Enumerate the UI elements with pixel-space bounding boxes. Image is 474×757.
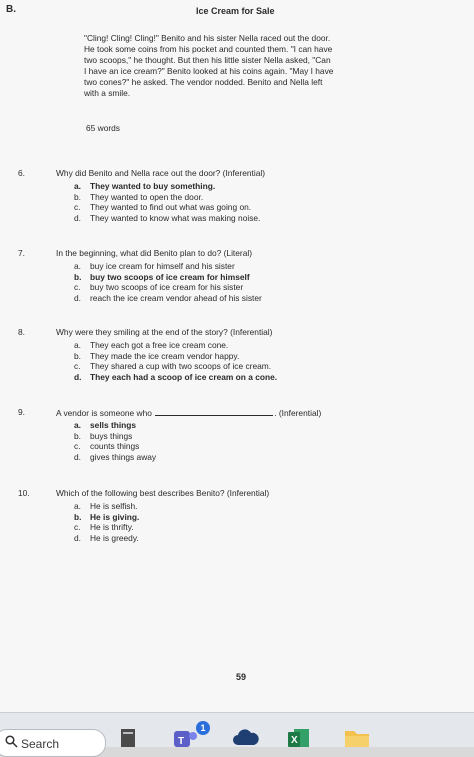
question-text xyxy=(56,407,321,418)
question-number: 10. xyxy=(18,488,30,498)
option-text: counts things xyxy=(90,441,140,451)
search-label: Search xyxy=(21,737,60,751)
option-letter: a. xyxy=(74,181,81,191)
answer-option xyxy=(74,512,139,523)
folder-icon[interactable] xyxy=(344,727,370,752)
passage-line: I have an ice cream?" Benito looked at his coins again. "May I have xyxy=(84,66,334,76)
question-number: 6. xyxy=(18,168,25,178)
answer-blank xyxy=(155,407,273,416)
page-title: Ice Cream for Sale xyxy=(196,6,275,16)
file-icon[interactable] xyxy=(118,727,138,752)
option-letter: d. xyxy=(74,451,81,462)
option-letter: a. xyxy=(74,420,81,430)
question-number: 8. xyxy=(18,327,25,337)
page-number: 59 xyxy=(236,672,247,682)
option-text: They wanted to open the door. xyxy=(90,191,204,202)
option-letter: a. xyxy=(74,340,81,350)
option-text: gives things away xyxy=(90,451,157,462)
option-letter: d. xyxy=(74,212,81,223)
passage-line: "Cling! Cling! Cling!" Benito and his sister Nella raced out the door. xyxy=(84,33,331,43)
answer-option xyxy=(74,181,260,192)
answer-option xyxy=(74,272,262,283)
option-text: They made the ice cream vendor happy. xyxy=(90,350,240,361)
answer-option xyxy=(74,351,277,362)
option-letter: c. xyxy=(74,441,81,451)
taskbar-search[interactable] xyxy=(0,729,106,757)
answer-option xyxy=(74,340,277,351)
question-text: Which of the following best describes Benito? (Inferential) xyxy=(56,488,270,498)
answer-options xyxy=(74,181,260,223)
answer-option xyxy=(74,202,260,213)
answer-options xyxy=(74,501,139,543)
option-letter: d. xyxy=(74,532,81,543)
teams-icon[interactable] xyxy=(172,727,198,752)
option-letter: c. xyxy=(74,522,81,532)
passage-line: two cones?" he asked. The vendor nodded. Benito and Nella left xyxy=(84,77,323,87)
option-letter: c. xyxy=(74,282,81,292)
option-letter: a. xyxy=(74,261,81,271)
option-text: They wanted to know what was making noise. xyxy=(90,212,261,223)
option-letter: d. xyxy=(74,371,82,382)
option-letter: b. xyxy=(74,430,81,441)
cloud-icon[interactable] xyxy=(232,727,260,752)
answer-option xyxy=(74,522,139,533)
taskbar xyxy=(0,712,474,751)
option-letter: b. xyxy=(74,191,81,202)
question-text-after: . (Inferential) xyxy=(274,408,322,418)
answer-option xyxy=(74,420,156,431)
question-text: Why were they smiling at the end of the story? (Inferential) xyxy=(56,327,273,337)
answer-option xyxy=(74,431,156,442)
option-letter: c. xyxy=(74,202,81,212)
option-letter: a. xyxy=(74,501,81,511)
option-text: buys things xyxy=(90,430,133,441)
option-letter: b. xyxy=(74,350,81,361)
svg-text:T: T xyxy=(178,736,185,747)
question-text: Why did Benito and Nella race out the door? (Inferential) xyxy=(56,168,266,178)
answer-options xyxy=(74,261,262,303)
answer-option xyxy=(74,533,139,544)
option-letter: c. xyxy=(74,361,81,371)
answer-option xyxy=(74,441,156,452)
option-text: He is thrifty. xyxy=(90,522,134,532)
passage-line: two scoops," he thought. But then his little sister Nella asked, "Can xyxy=(84,55,331,65)
question-text-before: A vendor is someone who xyxy=(56,408,152,418)
answer-options xyxy=(74,340,277,382)
option-text: He is selfish. xyxy=(90,501,138,511)
option-text: They shared a cup with two scoops of ice cream. xyxy=(90,361,272,371)
answer-option xyxy=(74,452,156,463)
option-text: sells things xyxy=(90,420,137,430)
option-text: He is giving. xyxy=(90,511,140,522)
option-text: buy ice cream for himself and his sister xyxy=(90,261,235,271)
svg-text:X: X xyxy=(291,735,298,746)
answer-option xyxy=(74,261,262,272)
option-text: reach the ice cream vendor ahead of his sister xyxy=(90,292,262,303)
passage-line: He took some coins from his pocket and counted them. "I can have xyxy=(84,44,333,54)
question-number: 9. xyxy=(18,407,25,417)
passage-line: with a smile. xyxy=(84,88,131,98)
option-letter: b. xyxy=(74,511,82,522)
option-letter: b. xyxy=(74,271,82,282)
option-text: buy two scoops of ice cream for his sister xyxy=(90,282,244,292)
question-number: 7. xyxy=(18,248,25,258)
excel-icon[interactable] xyxy=(288,727,310,752)
question-text: In the beginning, what did Benito plan to do? (Literal) xyxy=(56,248,253,258)
answer-option xyxy=(74,282,262,293)
answer-option xyxy=(74,361,277,372)
answer-options xyxy=(74,420,156,462)
answer-option xyxy=(74,293,262,304)
option-text: He is greedy. xyxy=(90,532,139,543)
option-text: They wanted to buy something. xyxy=(90,181,216,191)
notification-badge: 1 xyxy=(196,721,210,735)
option-letter: d. xyxy=(74,292,81,303)
option-text: They each had a scoop of ice cream on a cone. xyxy=(90,371,278,382)
option-text: buy two scoops of ice cream for himself xyxy=(90,271,250,282)
answer-option xyxy=(74,501,139,512)
answer-option xyxy=(74,372,277,383)
option-text: They wanted to find out what was going on. xyxy=(90,202,252,212)
option-text: They each got a free ice cream cone. xyxy=(90,340,229,350)
answer-option xyxy=(74,192,260,203)
search-icon xyxy=(5,735,18,751)
word-count: 65 words xyxy=(86,123,120,133)
answer-option xyxy=(74,213,260,224)
story-passage xyxy=(84,33,424,99)
section-letter: B. xyxy=(6,4,16,15)
